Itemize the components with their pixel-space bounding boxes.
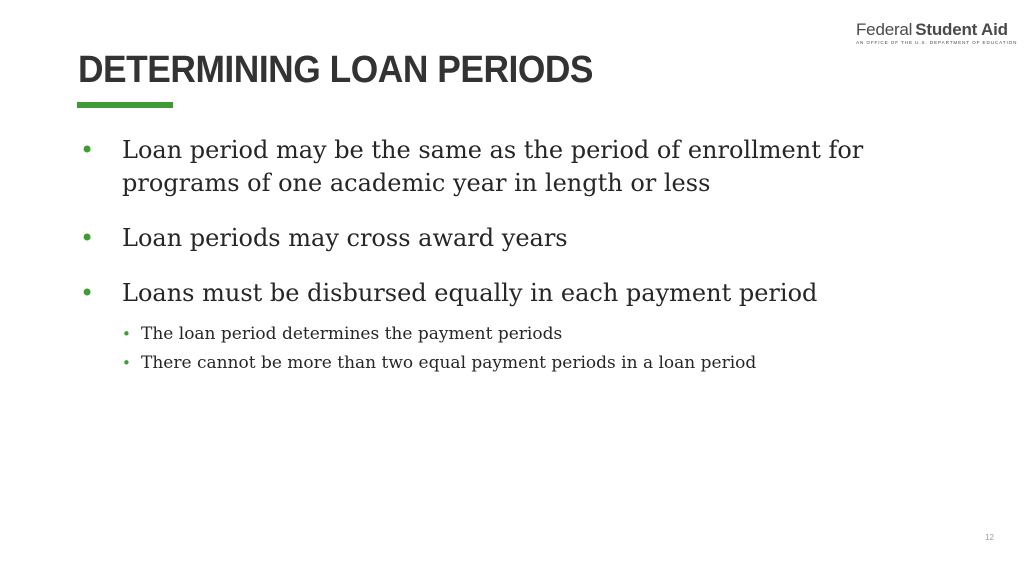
bullet-dot-icon: • — [80, 279, 95, 307]
sub-bullet-text: There cannot be more than two equal payment periods in a loan period — [141, 353, 757, 373]
sub-bullet-list — [80, 320, 940, 378]
bullet-dot-icon: • — [80, 136, 95, 164]
bullet-text: Loan periods may cross award years — [122, 224, 568, 252]
logo-tagline: AN OFFICE OF THE U.S. DEPARTMENT OF EDUCATION — [856, 40, 1018, 45]
title-underline — [77, 102, 173, 108]
bullet-item — [80, 134, 940, 200]
logo-federal-text: Federal — [856, 20, 913, 39]
bullet-text: Loans must be disbursed equally in each payment period — [122, 279, 818, 307]
sub-bullet-item — [80, 320, 940, 349]
sub-bullet-item — [80, 349, 940, 378]
sub-bullet-dot-icon: • — [122, 325, 131, 343]
bullet-dot-icon: • — [80, 224, 95, 252]
sub-bullet-dot-icon: • — [122, 354, 131, 372]
logo-wordmark — [856, 20, 1006, 40]
bullet-text: Loan period may be the same as the period of enrollment for programs of one academic year in length or less — [122, 136, 864, 197]
bullet-list — [80, 134, 940, 378]
page-number: 12 — [985, 533, 994, 542]
bullet-item — [80, 277, 940, 310]
bullet-item — [80, 222, 940, 255]
slide-title: DETERMINING LOAN PERIODS — [78, 49, 594, 91]
federal-student-aid-logo — [856, 20, 1018, 46]
logo-student-aid-text: Student Aid — [915, 20, 1008, 39]
sub-bullet-text: The loan period determines the payment periods — [141, 324, 563, 344]
sub-bullet-group — [80, 320, 940, 378]
